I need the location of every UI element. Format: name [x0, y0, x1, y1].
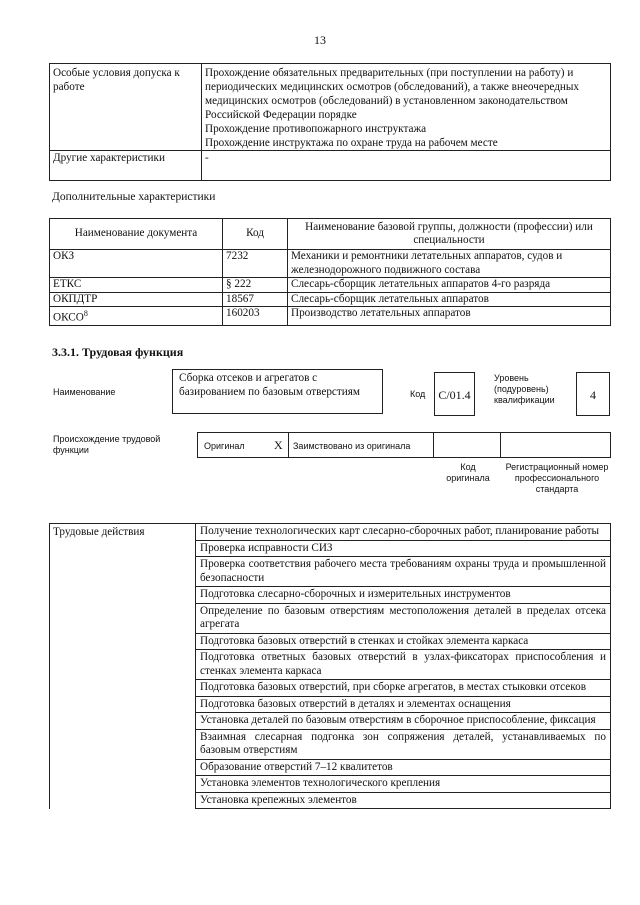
labor-action-item: Определение по базовым отверстиям местоположения деталей в пределах отсека агрегата [196, 603, 611, 633]
table-row [50, 151, 611, 181]
original-label: Оригинал [204, 441, 245, 451]
function-name-box: Сборка отсеков и агрегатов с базированием по базовым отверстиям [172, 369, 383, 414]
table-row [50, 278, 611, 293]
code-cell: 18567 [223, 292, 288, 307]
table-header-row [50, 219, 611, 250]
name-cell: Механики и ремонтники летательных аппаратов, судов и железнодорожного подвижного состава [288, 250, 611, 278]
level-label: Уровень (подуровень) квалификации [494, 373, 555, 405]
header-code: Код [223, 219, 288, 250]
code-cell: 7232 [223, 250, 288, 278]
other-value: - [202, 151, 611, 181]
reg-number-cell [500, 432, 611, 458]
name-label: Наименование [53, 387, 116, 397]
other-label: Другие характеристики [50, 151, 202, 181]
borrowed-cell [288, 432, 434, 458]
name-cell: Слесарь-сборщик летательных аппаратов [288, 292, 611, 307]
additional-title: Дополнительные характеристики [52, 191, 216, 203]
labor-action-item: Образование отверстий 7–12 квалитетов [196, 759, 611, 776]
doc-cell: ЕТКС [50, 278, 223, 293]
origin-code-label: Код оригинала [446, 462, 490, 483]
table-row [50, 250, 611, 278]
level-box: 4 [576, 372, 610, 416]
table-row [50, 307, 611, 326]
doc-name: ОКСО [53, 311, 84, 324]
admission-table [49, 63, 611, 181]
table-row [50, 524, 611, 541]
origin-code-cell [433, 432, 501, 458]
labor-actions-label: Трудовые действия [50, 524, 196, 809]
additional-table [49, 218, 611, 326]
labor-action-item: Подготовка базовых отверстий, при сборке агрегатов, в местах стыковки отсеков [196, 680, 611, 697]
origin-row [197, 432, 611, 458]
function-heading: 3.3.1. Трудовая функция [52, 345, 184, 359]
code-cell: § 222 [223, 278, 288, 293]
labor-action-item: Установка крепежных элементов [196, 792, 611, 809]
code-cell: 160203 [223, 307, 288, 326]
labor-action-item: Получение технологических карт слесарно-сборочных работ, планирование работы [196, 524, 611, 541]
table-row [50, 64, 611, 151]
labor-action-item: Установка элементов технологического крепления [196, 776, 611, 793]
code-label: Код [410, 389, 426, 399]
labor-actions-table [49, 523, 611, 809]
labor-action-item: Проверка соответствия рабочего места требованиям охраны труда и промышленной безопасности [196, 557, 611, 587]
labor-action-item: Подготовка ответных базовых отверстий в узлах-фиксаторах приспособления и стенках элемента каркаса [196, 650, 611, 680]
original-cell [197, 432, 289, 458]
admission-value [202, 64, 611, 151]
labor-action-item: Установка деталей по базовым отверстиям в сборочное приспособление, фиксация [196, 713, 611, 730]
labor-action-item: Подготовка базовых отверстий в стенках и стойках элемента каркаса [196, 633, 611, 650]
original-mark: X [274, 438, 283, 452]
table-row [50, 292, 611, 307]
function-code-box: С/01.4 [434, 372, 475, 416]
borrowed-label: Заимствовано из оригинала [293, 441, 411, 451]
labor-action-item: Проверка исправности СИЗ [196, 540, 611, 557]
admission-line: Прохождение противопожарного инструктажа [205, 123, 427, 135]
header-name: Наименование базовой группы, должности (профессии) или специальности [288, 219, 611, 250]
labor-action-item: Подготовка базовых отверстий в деталях и элементах оснащения [196, 696, 611, 713]
origin-label: Происхождение трудовой функции [53, 434, 161, 455]
reg-number-label: Регистрационный номер профессионального стандарта [505, 462, 609, 494]
name-cell: Производство летательных аппаратов [288, 307, 611, 326]
doc-cell: ОКПДТР [50, 292, 223, 307]
doc-cell: ОКЗ [50, 250, 223, 278]
header-document: Наименование документа [50, 219, 223, 250]
admission-label: Особые условия допуска к работе [50, 64, 202, 151]
labor-action-item: Взаимная слесарная подгонка зон сопряжения деталей, устанавливаемых по базовым отверстиям [196, 729, 611, 759]
labor-action-item: Подготовка слесарно-сборочных и измерительных инструментов [196, 587, 611, 604]
admission-line: Прохождение инструктажа по охране труда на рабочем месте [205, 137, 498, 149]
admission-line: Прохождение обязательных предварительных (при поступлении на работу) и периодических медицинских осмотров (обследований), а также внеочередных медицинских осмотров (обследований) в установленном законодательством Российской Федерации порядке [205, 67, 580, 121]
page-number: 13 [314, 33, 326, 47]
footnote-mark: 8 [83, 309, 88, 318]
doc-cell [50, 307, 223, 326]
name-cell: Слесарь-сборщик летательных аппаратов 4-го разряда [288, 278, 611, 293]
